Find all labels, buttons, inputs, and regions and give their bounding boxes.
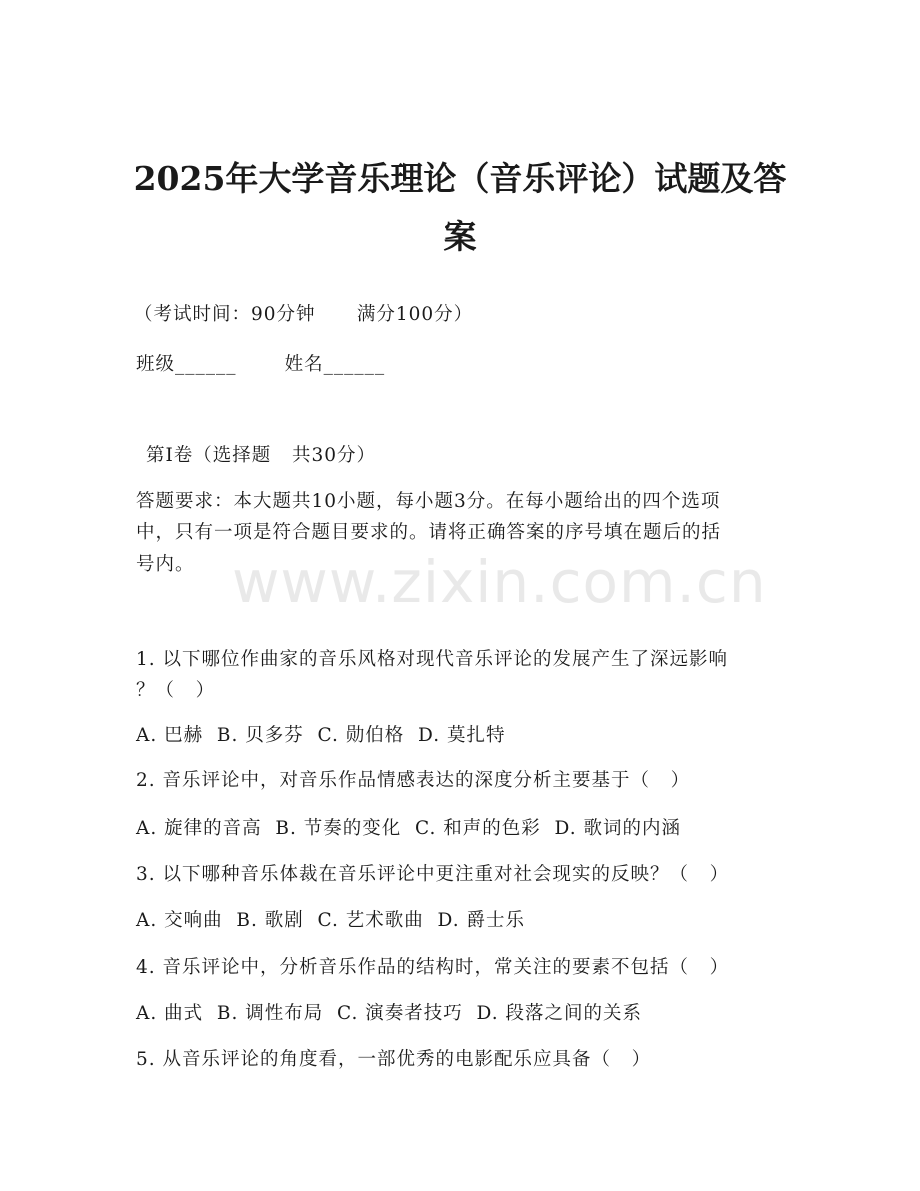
- title-line-1: 2025年大学音乐理论（音乐评论）试题及答: [133, 159, 787, 198]
- watermark: www.zixin.com.cn: [232, 548, 767, 616]
- question-1-stem: 1. 以下哪位作曲家的音乐风格对现代音乐评论的发展产生了深远影响: [136, 649, 729, 670]
- question-3-options: A. 交响曲 B. 歌剧 C. 艺术歌曲 D. 爵士乐: [136, 910, 525, 931]
- question-1-stem-cont: ？（ ）: [136, 680, 216, 701]
- exam-title: [110, 150, 810, 266]
- question-3-stem: 3. 以下哪种音乐体裁在音乐评论中更注重对社会现实的反映？（ ）: [136, 864, 730, 885]
- instructions-line-3: 号内。: [136, 554, 195, 575]
- question-2-stem: 2. 音乐评论中，对音乐作品情感表达的深度分析主要基于（ ）: [136, 770, 691, 791]
- question-1-options: A. 巴赫 B. 贝多芬 C. 勋伯格 D. 莫扎特: [136, 725, 506, 746]
- question-4-stem: 4. 音乐评论中，分析音乐作品的结构时，常关注的要素不包括（ ）: [136, 957, 730, 978]
- question-5-stem: 5. 从音乐评论的角度看，一部优秀的电影配乐应具备（ ）: [136, 1049, 652, 1070]
- title-line-2: 案: [443, 217, 477, 256]
- question-4-options: A. 曲式 B. 调性布局 C. 演奏者技巧 D. 段落之间的关系: [136, 1003, 642, 1024]
- class-name-fields: 班级______ 姓名______: [136, 354, 386, 375]
- instructions-line-1: 答题要求：本大题共10小题，每小题3分。在每小题给出的四个选项: [136, 491, 721, 512]
- section-header: 第Ⅰ卷（选择题 共30分）: [146, 445, 376, 466]
- exam-info: （考试时间：90分钟 满分100分）: [134, 304, 474, 325]
- instructions-line-2: 中，只有一项是符合题目要求的。请将正确答案的序号填在题后的括: [136, 522, 722, 543]
- question-2-options: A. 旋律的音高 B. 节奏的变化 C. 和声的色彩 D. 歌词的内涵: [136, 818, 681, 839]
